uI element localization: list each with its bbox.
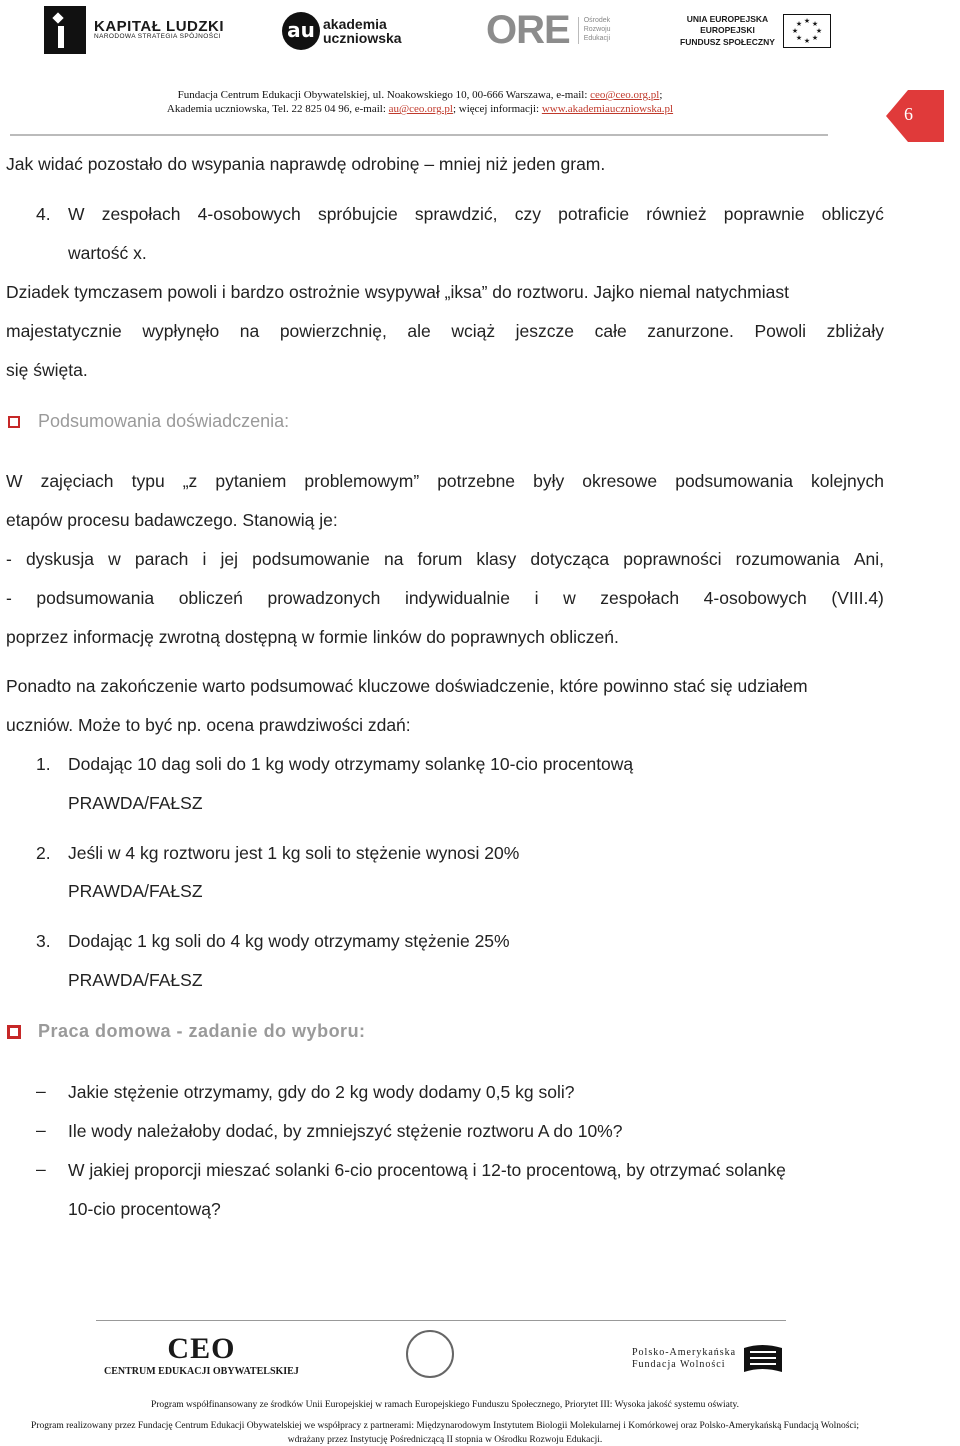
pafw-line2: Fundacja Wolności (632, 1359, 726, 1370)
word: podsumowania (36, 588, 155, 608)
item4-line1 (68, 203, 884, 225)
homework-1-dash: – (36, 1081, 46, 1101)
ore-line2: Rozwoju (583, 26, 611, 34)
word: potraficie (558, 204, 630, 224)
word: dyskusja (25, 549, 95, 569)
word: okresowe (582, 471, 658, 491)
word: całe (594, 321, 627, 341)
contact-sep: ; (659, 89, 663, 101)
word: - (6, 549, 12, 569)
footer-program-note: Program realizowany przez Fundację Centrum Edukacji Obywatelskiej we współpracy z partnerami: Międzynarodowym Instytutem Biologii Molekularnej i Komórkowej oraz Polsko-Amerykańską Fundacją Wolności; (31, 1421, 859, 1431)
word: zespołach (101, 204, 181, 224)
contact-foundation-text: Fundacja Centrum Edukacji Obywatelskiej, ul. Noakowskiego 10, 00-666 Warszawa, e-mail: (177, 89, 591, 101)
statement-3-number: 3. (36, 931, 51, 951)
kapital-ludzki-icon (44, 6, 86, 54)
ceo-mark: CEO (167, 1332, 236, 1365)
para2-line4 (6, 587, 884, 609)
word: dotycząca (530, 549, 610, 569)
kapital-ludzki-title: KAPITAŁ LUDZKI (94, 17, 225, 35)
word: zanurzone. (647, 321, 734, 341)
akademia-line1: akademia (323, 16, 387, 32)
contact-line-2 (100, 102, 740, 116)
contact-info (100, 88, 740, 116)
word: problemowym” (304, 471, 420, 491)
statement-2-number: 2. (36, 843, 51, 863)
pafw-line1: Polsko-Amerykańska (632, 1347, 737, 1358)
page-number: 6 (904, 104, 913, 124)
para1-line1: Dziadek tymczasem powoli i bardzo ostrożnie wsypywał „iksa” do roztworu. Jajko niemal natychmiast (6, 282, 789, 302)
ore-line3: Edukacji (583, 34, 611, 42)
word: wciąż (451, 321, 496, 341)
para2-line1 (6, 470, 884, 492)
eu-line1: UNIA EUROPEJSKA (686, 14, 769, 25)
intro-text: Jak widać pozostało do wsypania naprawdę odrobinę – mniej niż jeden gram. (6, 154, 606, 174)
ceo-email-link[interactable]: ceo@ceo.org.pl (590, 89, 660, 101)
word: majestatycznie (6, 321, 122, 341)
word: sprawdzić, (414, 204, 498, 224)
ceo-logo (104, 1332, 299, 1377)
word: rozumowania (735, 549, 840, 569)
word: zajęciach (40, 471, 114, 491)
statement-1-number: 1. (36, 754, 51, 774)
word: jej (220, 549, 239, 569)
word: W (68, 204, 85, 224)
word: potrzebne (437, 471, 516, 491)
word: parach (134, 549, 189, 569)
word: 4-osobowych (703, 588, 807, 608)
word: zespołach (600, 588, 680, 608)
word: w (108, 549, 121, 569)
section-bullet-icon (8, 416, 20, 428)
homework-2-dash: – (36, 1120, 46, 1140)
ore-mark: ORE (486, 8, 570, 52)
para3-line2: uczniów. Może to być np. ocena prawdziwości zdań: (6, 715, 411, 735)
pafw-logo (632, 1342, 784, 1376)
header-divider (10, 134, 828, 136)
footer-implementation-note: wdrażany przez Instytucję Pośredniczącą II stopnia w Ośrodku Rozwoju Edukacji. (287, 1435, 603, 1445)
statement-3-answer: PRAWDA/FAŁSZ (68, 970, 203, 990)
contact-more-info: ; więcej informacji: (452, 103, 542, 115)
eu-flag-icon: ★ ★ ★ ★ ★ ★ ★ ★ (783, 14, 831, 48)
au-email-link[interactable]: au@ceo.org.pl (388, 103, 453, 115)
word: forum (417, 549, 463, 569)
iimcb-seal-icon (406, 1330, 454, 1378)
word: Powoli (754, 321, 807, 341)
word: na (239, 321, 260, 341)
word: były (533, 471, 565, 491)
word: wypłynęło (142, 321, 220, 341)
page-number-arrow-icon (886, 90, 944, 142)
word: kolejnych (810, 471, 884, 491)
word: jeszcze (515, 321, 575, 341)
homework-2-text: Ile wody należałoby dodać, by zmniejszyć stężenie roztworu A do 10%? (68, 1121, 623, 1141)
akademia-website-link[interactable]: www.akademiauczniowska.pl (541, 103, 674, 115)
word: czy (514, 204, 541, 224)
akademia-line2: uczniowska (323, 30, 402, 46)
contact-line-1 (100, 88, 740, 102)
word: podsumowanie (252, 549, 370, 569)
word: w (563, 588, 576, 608)
section-title-praca-domowa: Praca domowa - zadanie do wyboru: (38, 1021, 366, 1041)
footer-divider (96, 1320, 786, 1321)
word: obliczyć (821, 204, 884, 224)
word: spróbujcie (317, 204, 398, 224)
word: indywidualnie (404, 588, 511, 608)
word: zbliżały (826, 321, 884, 341)
ceo-name: CENTRUM EDUKACJI OBYWATELSKIEJ (104, 1366, 299, 1377)
statement-1-text: Dodając 10 dag soli do 1 kg wody otrzymamy solankę 10-cio procentową (68, 754, 634, 774)
item4-line2: wartość x. (68, 243, 147, 263)
word: - (6, 588, 12, 608)
section-title-podsumowania: Podsumowania doświadczenia: (38, 411, 290, 431)
ore-line1: Ośrodek (583, 17, 611, 25)
eu-logo (680, 14, 831, 48)
word: i (534, 588, 539, 608)
word: poprawności (623, 549, 722, 569)
word: również (646, 204, 707, 224)
ore-logo (486, 8, 611, 53)
item4-number: 4. (36, 204, 51, 224)
para3-line1: Ponadto na zakończenie warto podsumować kluczowe doświadczenie, które powinno stać się udziałem (6, 676, 808, 696)
word: obliczeń (178, 588, 243, 608)
word: i (202, 549, 207, 569)
word: na (383, 549, 404, 569)
word: „z (182, 471, 198, 491)
para1-line3: się święta. (6, 360, 88, 380)
para2-line2: etapów procesu badawczego. Stanowią je: (6, 510, 338, 530)
word: ale (407, 321, 431, 341)
word: (VIII.4) (831, 588, 884, 608)
word: pytaniem (215, 471, 287, 491)
section-bullet-icon (7, 1025, 21, 1039)
akademia-mark: au (282, 12, 320, 50)
kapital-ludzki-subtitle: NARODOWA STRATEGIA SPÓJNOŚCI (94, 33, 221, 41)
word: powierzchnię, (279, 321, 387, 341)
word: 4-osobowych (197, 204, 301, 224)
contact-akademia-text: Akademia uczniowska, Tel. 22 825 04 96, e-mail: (166, 103, 389, 115)
statement-2-answer: PRAWDA/FAŁSZ (68, 881, 203, 901)
homework-1-text: Jakie stężenie otrzymamy, gdy do 2 kg wody dodamy 0,5 kg soli? (68, 1082, 575, 1102)
word: podsumowania (675, 471, 793, 491)
word: Ani, (853, 549, 884, 569)
homework-3-dash: – (36, 1159, 46, 1179)
homework-3-text-line1: W jakiej proporcji mieszać solanki 6-cio procentową i 12-to procentową, by otrzymać solankę (68, 1160, 786, 1180)
kapital-ludzki-logo (44, 6, 224, 54)
word: poprawnie (723, 204, 805, 224)
footer-cofinancing-note: Program współfinansowany ze środków Unii Europejskiej w ramach Europejskiego Funduszu Społecznego, Priorytet III: Wysoka jakość systemu oświaty. (150, 1400, 740, 1410)
word: prowadzonych (267, 588, 381, 608)
statement-1-answer: PRAWDA/FAŁSZ (68, 793, 203, 813)
para2-line3 (6, 548, 884, 570)
word: typu (131, 471, 165, 491)
eu-line2: EUROPEJSKI (700, 25, 755, 36)
statement-3-text: Dodając 1 kg soli do 4 kg wody otrzymamy stężenie 25% (68, 931, 510, 951)
statement-2-text: Jeśli w 4 kg roztworu jest 1 kg soli to stężenie wynosi 20% (68, 843, 520, 863)
akademia-uczniowska-logo (282, 12, 402, 50)
pafw-flag-icon (742, 1342, 784, 1376)
word: W (6, 471, 23, 491)
homework-3-text-line2: 10-cio procentową? (68, 1199, 221, 1219)
para2-line5: poprzez informację zwrotną dostępną w formie linków do poprawnych obliczeń. (6, 627, 619, 647)
eu-line3: FUNDUSZ SPOŁECZNY (680, 36, 775, 47)
para1-line2 (6, 320, 884, 342)
word: klasy (476, 549, 517, 569)
